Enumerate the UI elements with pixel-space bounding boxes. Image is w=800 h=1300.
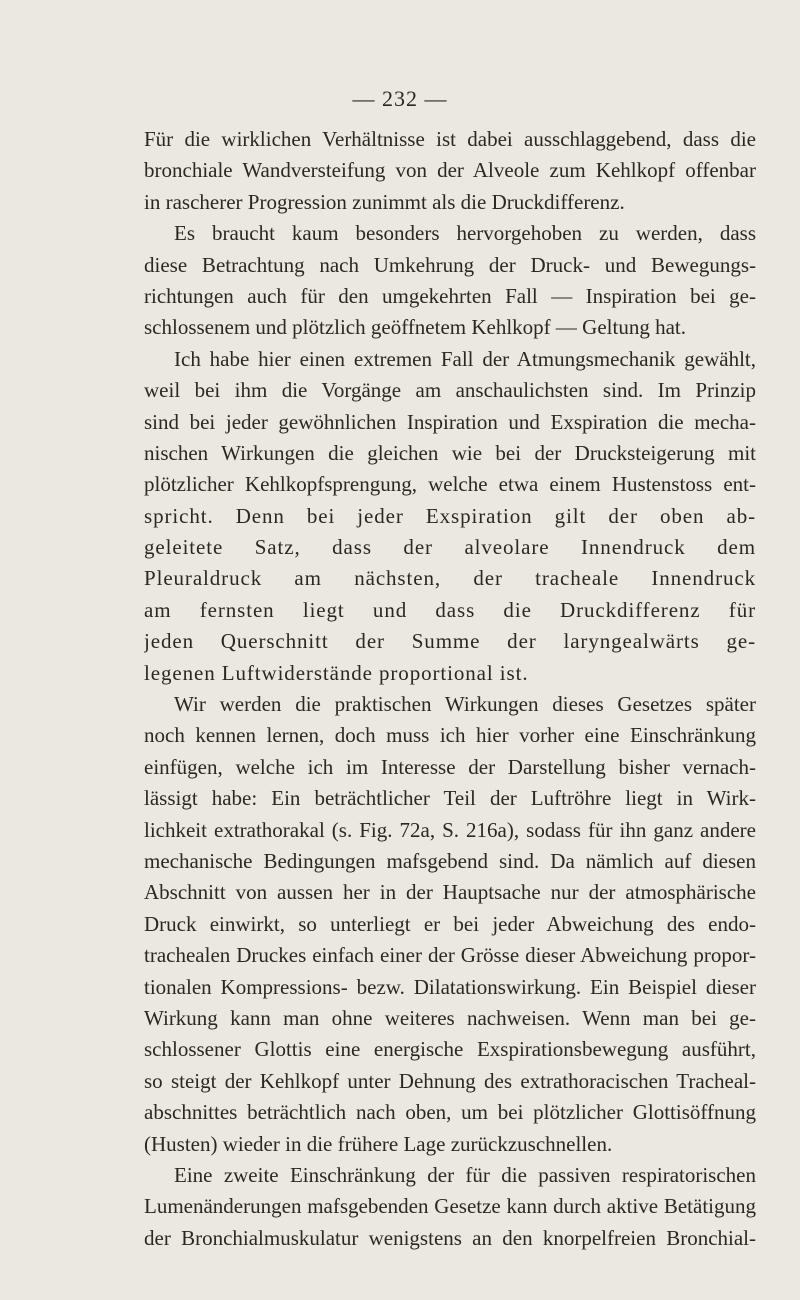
text-line: plötzlicher Kehlkopfsprengung, welche etwa einem Hustenstoss ent- bbox=[144, 472, 756, 497]
text-line: Eine zweite Einschränkung der für die passiven respiratorischen bbox=[174, 1162, 756, 1187]
text-line: schlossenem und plötzlich geöffnetem Kehlkopf — Geltung hat. bbox=[144, 315, 686, 340]
text-line: so steigt der Kehlkopf unter Dehnung des extrathoracischen Tracheal- bbox=[144, 1068, 756, 1093]
page-number: — 232 — bbox=[352, 86, 448, 111]
text-line: richtungen auch für den umgekehrten Fall — Inspiration bei ge- bbox=[144, 283, 756, 308]
text-line: am fernsten liegt und dass die Druckdifferenz für bbox=[144, 597, 756, 622]
text-line: einfügen, welche ich im Interesse der Darstellung bisher vernach- bbox=[144, 754, 756, 779]
text-line: lichkeit extrathorakal (s. Fig. 72a, S. 216a), sodass für ihn ganz andere bbox=[144, 817, 756, 842]
text-line: jeden Querschnitt der Summe der laryngealwärts ge- bbox=[144, 629, 756, 654]
text-line: trachealen Druckes einfach einer der Grösse dieser Abweichung propor- bbox=[144, 943, 756, 968]
text-line: lässigt habe: Ein beträchtlicher Teil der Luftröhre liegt in Wirk- bbox=[144, 786, 756, 811]
text-line: Ich habe hier einen extremen Fall der Atmungsmechanik gewählt, bbox=[174, 346, 756, 371]
text-line: geleitete Satz, dass der alveolare Innendruck dem bbox=[144, 535, 756, 560]
text-line: Wir werden die praktischen Wirkungen dieses Gesetzes später bbox=[174, 692, 756, 717]
text-line: weil bei ihm die Vorgänge am anschaulichsten sind. Im Prinzip bbox=[144, 378, 756, 403]
text-line: der Bronchialmuskulatur wenigstens an den knorpelfreien Bronchial- bbox=[144, 1225, 756, 1250]
text-line: abschnittes beträchtlich nach oben, um bei plötzlicher Glottisöffnung bbox=[144, 1100, 756, 1125]
text-line: bronchiale Wandversteifung von der Alveole zum Kehlkopf offenbar bbox=[144, 158, 756, 183]
text-line: spricht. Denn bei jeder Exspiration gilt der oben ab- bbox=[144, 503, 756, 528]
text-line: schlossener Glottis eine energische Exspirationsbewegung ausführt, bbox=[144, 1037, 756, 1062]
text-line: Lumenänderungen mafsgebenden Gesetze kann durch aktive Betätigung bbox=[144, 1194, 756, 1219]
text-line: sind bei jeder gewöhnlichen Inspiration und Exspiration die mecha- bbox=[144, 409, 756, 434]
text-line: Für die wirklichen Verhältnisse ist dabei ausschlaggebend, dass die bbox=[144, 127, 756, 151]
body-text bbox=[144, 124, 756, 1254]
text-line: legenen Luftwiderstände proportional ist. bbox=[144, 660, 529, 685]
text-line: Pleuraldruck am nächsten, der tracheale Innendruck bbox=[144, 566, 756, 591]
text-line: Abschnitt von aussen her in der Hauptsache nur der atmosphärische bbox=[144, 880, 756, 905]
text-line: diese Betrachtung nach Umkehrung der Druck- und Bewegungs- bbox=[144, 252, 756, 277]
text-line: nischen Wirkungen die gleichen wie bei der Drucksteigerung mit bbox=[144, 440, 756, 465]
text-line: tionalen Kompressions- bezw. Dilatationswirkung. Ein Beispiel dieser bbox=[144, 974, 756, 999]
text-line: in rascherer Progression zunimmt als die Druckdifferenz. bbox=[144, 189, 625, 214]
text-line: Wirkung kann man ohne weiteres nachweisen. Wenn man bei ge- bbox=[144, 1005, 756, 1030]
text-line: noch kennen lernen, doch muss ich hier vorher eine Einschränkung bbox=[144, 723, 756, 748]
text-line: Druck einwirkt, so unterliegt er bei jeder Abweichung des endo- bbox=[144, 911, 756, 936]
text-line: mechanische Bedingungen mafsgebend sind. Da nämlich auf diesen bbox=[144, 848, 756, 873]
text-line: (Husten) wieder in die frühere Lage zurückzuschnellen. bbox=[144, 1131, 613, 1156]
text-line: Es braucht kaum besonders hervorgehoben zu werden, dass bbox=[174, 221, 756, 246]
